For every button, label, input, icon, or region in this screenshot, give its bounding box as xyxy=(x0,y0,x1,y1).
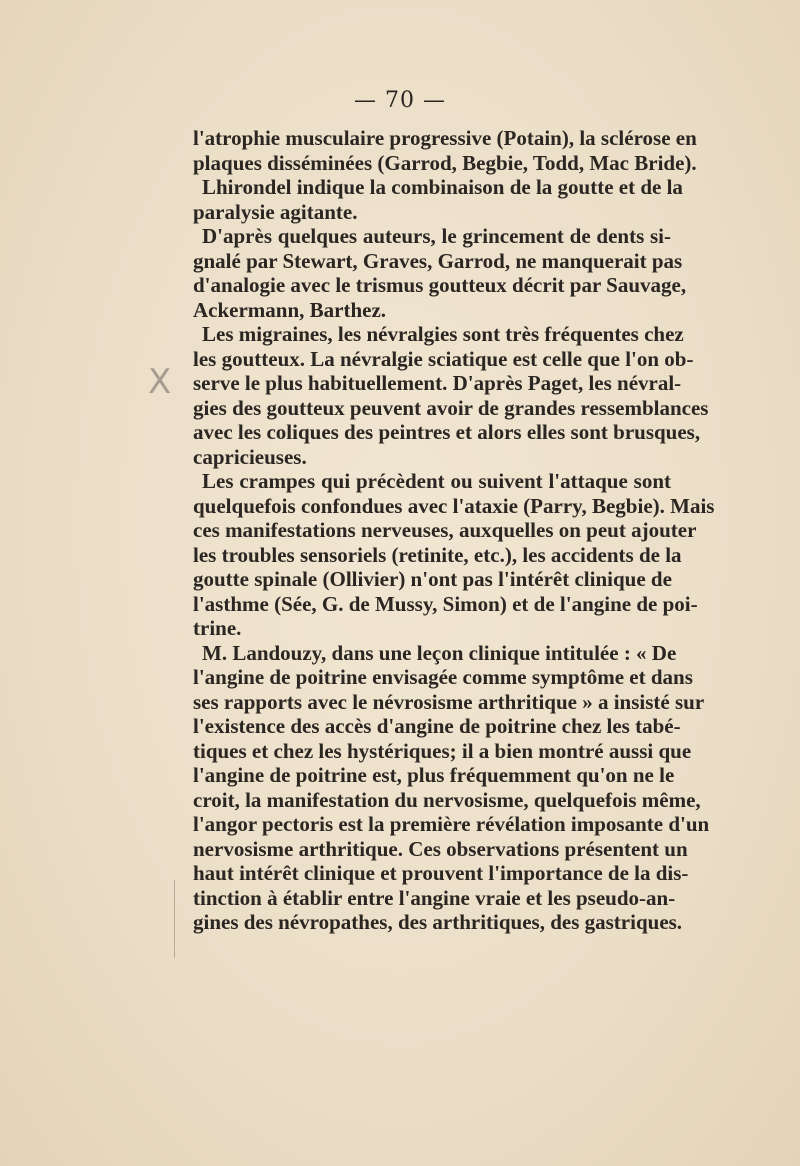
text-line: D'après quelques auteurs, le grincement de dents si- xyxy=(202,224,671,248)
text-line: trine. xyxy=(193,616,242,640)
text-line: haut intérêt clinique et prouvent l'importance de la dis- xyxy=(193,861,689,885)
text-line: ses rapports avec le névrosisme arthritique » a insisté sur xyxy=(193,689,705,714)
text-line: plaques disséminées (Garrod, Begbie, Todd, Mac Bride). xyxy=(193,150,697,175)
text-line: d'analogie avec le trismus goutteux décrit par Sauvage, xyxy=(193,273,687,297)
text-line: capricieuses. xyxy=(193,444,307,469)
text-line: l'existence des accès d'angine de poitrine chez les tabé- xyxy=(193,714,681,738)
margin-pencil-line xyxy=(174,880,175,958)
page-number: — 70 — xyxy=(354,88,446,113)
text-line: avec les coliques des peintres et alors elles sont brusques, xyxy=(193,420,701,444)
text-line: Lhirondel indique la combinaison de la goutte et de la xyxy=(202,175,683,199)
body-text xyxy=(193,126,715,935)
text-line: l'angine de poitrine est, plus fréquemment qu'on ne le xyxy=(193,763,675,787)
text-line: gies des goutteux peuvent avoir de grandes ressemblances xyxy=(193,395,709,420)
text-line: goutte spinale (Ollivier) n'ont pas l'intérêt clinique de xyxy=(193,567,672,591)
text-line: les troubles sensoriels (retinite, etc.), les accidents de la xyxy=(193,542,682,567)
text-line: l'atrophie musculaire progressive (Potain), la sclérose en xyxy=(193,126,697,150)
text-line: ces manifestations nerveuses, auxquelles on peut ajouter xyxy=(193,518,697,542)
text-line: les goutteux. La névralgie sciatique est celle que l'on ob- xyxy=(193,346,694,371)
text-line: paralysie agitante. xyxy=(193,199,358,224)
text-line: serve le plus habituellement. D'après Paget, les névral- xyxy=(193,371,682,395)
text-line: gines des névropathes, des arthritiques, des gastriques. xyxy=(193,910,683,934)
text-line: Les crampes qui précèdent ou suivent l'attaque sont xyxy=(202,469,671,493)
text-line: croit, la manifestation du nervosisme, quelquefois même, xyxy=(193,787,701,812)
text-line: nervosisme arthritique. Ces observations présentent un xyxy=(193,836,688,861)
text-line: tiques et chez les hystériques; il a bien montré aussi que xyxy=(193,738,692,763)
text-line: quelquefois confondues avec l'ataxie (Parry, Begbie). Mais xyxy=(193,493,715,518)
text-line: l'angine de poitrine envisagée comme symptôme et dans xyxy=(193,665,693,689)
text-line: Ackermann, Barthez. xyxy=(193,297,387,322)
text-line: l'angor pectoris est la première révélation imposante d'un xyxy=(193,812,710,836)
text-line: gnalé par Stewart, Graves, Garrod, ne manquerait pas xyxy=(193,248,683,273)
text-line: Les migraines, les névralgies sont très fréquentes chez xyxy=(202,322,684,346)
margin-annotation-mark: X xyxy=(148,362,172,402)
text-line: l'asthme (Sée, G. de Mussy, Simon) et de l'angine de poi- xyxy=(193,591,698,616)
text-line: tinction à établir entre l'angine vraie et les pseudo-an- xyxy=(193,885,676,910)
text-line: M. Landouzy, dans une leçon clinique intitulée : « De xyxy=(202,640,677,665)
